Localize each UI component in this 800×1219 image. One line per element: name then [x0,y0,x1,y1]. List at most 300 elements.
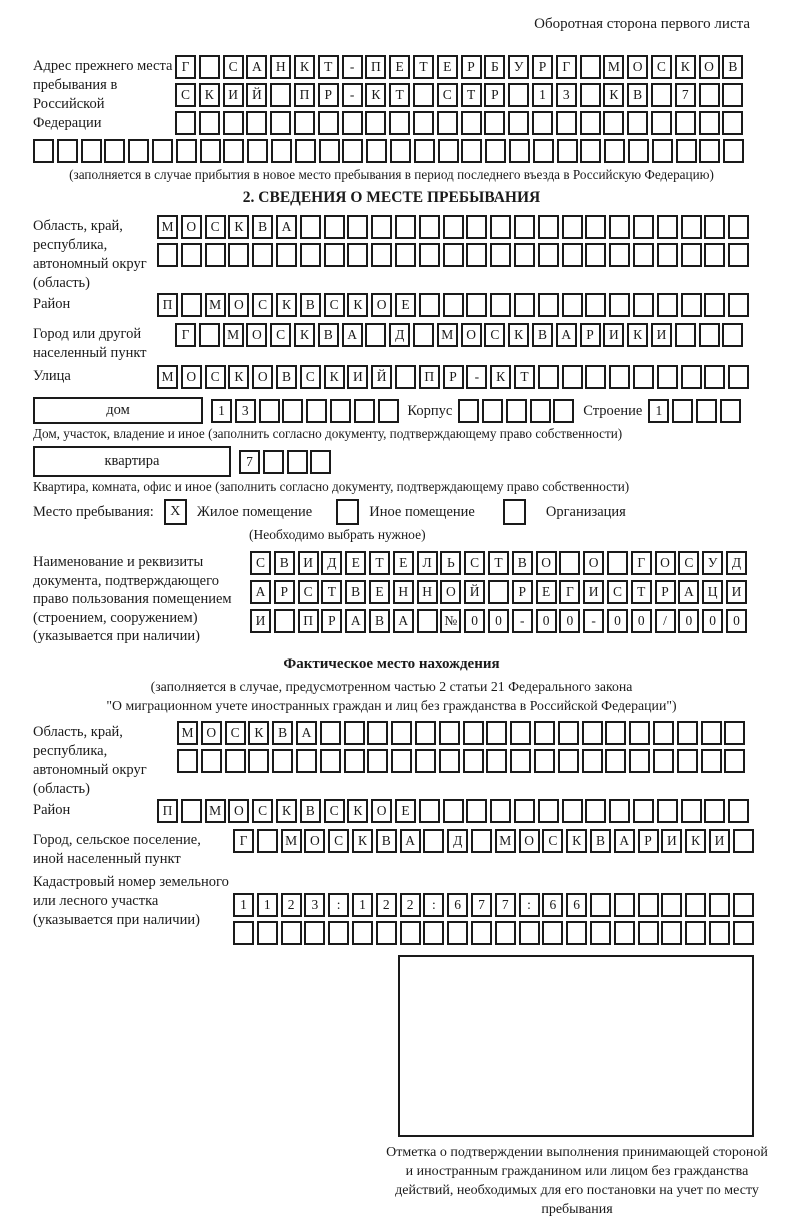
char-cell[interactable]: - [466,365,487,389]
char-cell[interactable] [247,139,268,163]
char-cell[interactable]: К [347,799,368,823]
char-cell[interactable]: В [532,323,553,347]
char-cell[interactable]: С [205,215,226,239]
char-cell[interactable] [415,749,436,773]
char-cell[interactable] [724,721,745,745]
char-cell[interactable]: Д [447,829,468,853]
char-cell[interactable]: С [678,551,699,575]
char-cell[interactable]: К [352,829,373,853]
char-cell[interactable] [508,83,529,107]
char-cell[interactable] [566,921,587,945]
char-cell[interactable] [534,749,555,773]
char-cell[interactable] [400,921,421,945]
char-cell[interactable] [657,243,678,267]
char-cell[interactable]: Р [321,609,342,633]
char-cell[interactable]: В [252,215,273,239]
char-cell[interactable]: Г [559,580,580,604]
char-cell[interactable]: О [228,293,249,317]
char-cell[interactable] [413,111,434,135]
char-cell[interactable]: № [440,609,461,633]
char-cell[interactable] [490,243,511,267]
char-cell[interactable] [443,243,464,267]
char-cell[interactable]: В [272,721,293,745]
char-cell[interactable] [366,139,387,163]
char-cell[interactable]: К [685,829,706,853]
char-cell[interactable]: 7 [239,450,260,474]
char-cell[interactable] [733,921,754,945]
char-cell[interactable]: Р [638,829,659,853]
char-cell[interactable] [486,721,507,745]
char-cell[interactable] [310,450,331,474]
char-cell[interactable]: К [603,83,624,107]
char-cell[interactable] [81,139,102,163]
char-cell[interactable]: О [371,799,392,823]
char-cell[interactable]: С [298,580,319,604]
char-cell[interactable]: К [490,365,511,389]
char-cell[interactable] [701,721,722,745]
char-cell[interactable] [685,893,706,917]
char-cell[interactable] [259,399,280,423]
char-cell[interactable]: К [248,721,269,745]
char-cell[interactable]: С [252,799,273,823]
char-cell[interactable]: С [464,551,485,575]
char-cell[interactable]: С [205,365,226,389]
char-cell[interactable]: В [369,609,390,633]
char-cell[interactable]: О [246,323,267,347]
char-cell[interactable] [391,749,412,773]
char-cell[interactable] [676,139,697,163]
char-cell[interactable] [657,365,678,389]
char-cell[interactable] [629,749,650,773]
char-cell[interactable] [443,215,464,239]
char-cell[interactable] [681,799,702,823]
char-cell[interactable] [585,243,606,267]
char-cell[interactable] [699,139,720,163]
char-cell[interactable]: О [461,323,482,347]
char-cell[interactable] [633,215,654,239]
char-cell[interactable]: О [440,580,461,604]
char-cell[interactable]: 2 [400,893,421,917]
char-cell[interactable] [629,721,650,745]
char-cell[interactable]: Д [321,551,342,575]
char-cell[interactable] [605,721,626,745]
char-cell[interactable] [413,323,434,347]
char-cell[interactable] [419,215,440,239]
char-cell[interactable] [590,893,611,917]
char-cell[interactable] [562,243,583,267]
char-cell[interactable] [580,83,601,107]
char-cell[interactable]: - [583,609,604,633]
char-cell[interactable] [463,749,484,773]
char-cell[interactable]: А [678,580,699,604]
char-cell[interactable] [282,399,303,423]
char-cell[interactable] [506,399,527,423]
char-cell[interactable]: Е [389,55,410,79]
char-cell[interactable] [490,799,511,823]
char-cell[interactable]: К [276,293,297,317]
char-cell[interactable] [538,365,559,389]
char-cell[interactable]: С [225,721,246,745]
char-cell[interactable]: 0 [488,609,509,633]
char-cell[interactable] [281,921,302,945]
char-cell[interactable] [609,799,630,823]
char-cell[interactable] [466,215,487,239]
char-cell[interactable] [614,921,635,945]
char-cell[interactable] [559,551,580,575]
char-cell[interactable]: Р [318,83,339,107]
char-cell[interactable] [607,551,628,575]
char-cell[interactable] [471,829,492,853]
char-cell[interactable]: Р [274,580,295,604]
char-cell[interactable] [580,111,601,135]
char-cell[interactable] [447,921,468,945]
char-cell[interactable]: М [495,829,516,853]
char-cell[interactable] [724,749,745,773]
char-cell[interactable]: : [423,893,444,917]
char-cell[interactable] [562,293,583,317]
checkbox-organization[interactable] [503,499,526,525]
char-cell[interactable] [653,749,674,773]
char-cell[interactable]: О [583,551,604,575]
char-cell[interactable]: Р [461,55,482,79]
char-cell[interactable] [633,243,654,267]
char-cell[interactable] [677,749,698,773]
char-cell[interactable] [508,111,529,135]
char-cell[interactable]: М [281,829,302,853]
char-cell[interactable] [176,139,197,163]
char-cell[interactable]: Е [369,580,390,604]
char-cell[interactable] [677,721,698,745]
char-cell[interactable]: К [228,365,249,389]
char-cell[interactable]: 1 [211,399,232,423]
char-cell[interactable] [33,139,54,163]
char-cell[interactable] [484,111,505,135]
char-cell[interactable]: И [661,829,682,853]
char-cell[interactable] [300,215,321,239]
char-cell[interactable]: О [699,55,720,79]
char-cell[interactable]: В [300,799,321,823]
char-cell[interactable] [585,215,606,239]
char-cell[interactable]: С [252,293,273,317]
char-cell[interactable] [681,215,702,239]
char-cell[interactable]: 6 [566,893,587,917]
char-cell[interactable]: 3 [235,399,256,423]
char-cell[interactable] [532,111,553,135]
char-cell[interactable] [558,721,579,745]
char-cell[interactable]: Л [417,551,438,575]
char-cell[interactable] [342,139,363,163]
char-cell[interactable] [728,293,749,317]
char-cell[interactable] [728,799,749,823]
char-cell[interactable]: С [324,293,345,317]
char-cell[interactable] [263,450,284,474]
char-cell[interactable] [296,749,317,773]
char-cell[interactable] [709,921,730,945]
char-cell[interactable] [199,55,220,79]
char-cell[interactable]: С [484,323,505,347]
char-cell[interactable] [181,243,202,267]
char-cell[interactable] [272,749,293,773]
char-cell[interactable]: А [556,323,577,347]
char-cell[interactable] [199,111,220,135]
char-cell[interactable]: 0 [631,609,652,633]
checkbox-other-premises[interactable] [336,499,359,525]
char-cell[interactable]: А [400,829,421,853]
char-cell[interactable]: В [627,83,648,107]
char-cell[interactable]: Р [512,580,533,604]
char-cell[interactable]: К [627,323,648,347]
char-cell[interactable] [699,111,720,135]
char-cell[interactable] [704,365,725,389]
char-cell[interactable] [585,365,606,389]
char-cell[interactable]: И [651,323,672,347]
char-cell[interactable] [391,721,412,745]
char-cell[interactable]: Т [389,83,410,107]
char-cell[interactable]: К [276,799,297,823]
char-cell[interactable] [582,721,603,745]
char-cell[interactable] [609,365,630,389]
char-cell[interactable] [657,293,678,317]
char-cell[interactable]: П [157,293,178,317]
char-cell[interactable] [199,323,220,347]
char-cell[interactable] [248,749,269,773]
char-cell[interactable]: Е [393,551,414,575]
char-cell[interactable] [556,111,577,135]
char-cell[interactable]: 2 [281,893,302,917]
char-cell[interactable]: П [298,609,319,633]
char-cell[interactable]: К [566,829,587,853]
char-cell[interactable] [252,243,273,267]
char-cell[interactable] [675,323,696,347]
char-cell[interactable]: 1 [257,893,278,917]
char-cell[interactable]: Т [318,55,339,79]
char-cell[interactable] [157,243,178,267]
char-cell[interactable]: Д [389,323,410,347]
char-cell[interactable] [223,111,244,135]
char-cell[interactable] [728,243,749,267]
char-cell[interactable] [696,399,717,423]
char-cell[interactable] [324,243,345,267]
char-cell[interactable]: О [536,551,557,575]
char-cell[interactable] [233,921,254,945]
char-cell[interactable] [562,215,583,239]
char-cell[interactable] [609,293,630,317]
char-cell[interactable]: А [276,215,297,239]
char-cell[interactable] [423,829,444,853]
char-cell[interactable] [609,243,630,267]
char-cell[interactable]: В [274,551,295,575]
char-cell[interactable]: 0 [559,609,580,633]
char-cell[interactable]: К [294,55,315,79]
char-cell[interactable] [328,921,349,945]
char-cell[interactable] [390,139,411,163]
char-cell[interactable]: Г [631,551,652,575]
char-cell[interactable] [485,139,506,163]
char-cell[interactable]: А [296,721,317,745]
char-cell[interactable]: 0 [607,609,628,633]
char-cell[interactable] [728,365,749,389]
char-cell[interactable]: С [300,365,321,389]
char-cell[interactable]: Н [270,55,291,79]
char-cell[interactable] [287,450,308,474]
char-cell[interactable] [228,243,249,267]
char-cell[interactable]: 7 [675,83,696,107]
char-cell[interactable]: С [437,83,458,107]
char-cell[interactable]: А [393,609,414,633]
char-cell[interactable] [661,893,682,917]
char-cell[interactable] [205,243,226,267]
char-cell[interactable] [330,399,351,423]
char-cell[interactable]: 6 [542,893,563,917]
char-cell[interactable]: В [376,829,397,853]
char-cell[interactable] [246,111,267,135]
char-cell[interactable]: Е [437,55,458,79]
char-cell[interactable] [466,799,487,823]
char-cell[interactable]: В [590,829,611,853]
char-cell[interactable] [201,749,222,773]
char-cell[interactable]: Е [395,293,416,317]
char-cell[interactable]: - [342,55,363,79]
char-cell[interactable]: С [270,323,291,347]
char-cell[interactable]: Т [514,365,535,389]
char-cell[interactable] [553,399,574,423]
char-cell[interactable] [585,293,606,317]
char-cell[interactable] [722,111,743,135]
char-cell[interactable]: 0 [702,609,723,633]
char-cell[interactable] [514,243,535,267]
char-cell[interactable]: С [542,829,563,853]
char-cell[interactable] [395,215,416,239]
char-cell[interactable] [175,111,196,135]
char-cell[interactable] [652,139,673,163]
char-cell[interactable]: 1 [352,893,373,917]
char-cell[interactable] [609,215,630,239]
char-cell[interactable] [530,399,551,423]
checkbox-residential[interactable]: X [164,499,187,525]
char-cell[interactable] [270,83,291,107]
char-cell[interactable] [344,749,365,773]
char-cell[interactable]: 0 [726,609,747,633]
char-cell[interactable] [709,893,730,917]
char-cell[interactable] [419,799,440,823]
char-cell[interactable] [672,399,693,423]
char-cell[interactable] [320,721,341,745]
char-cell[interactable]: 3 [304,893,325,917]
char-cell[interactable]: Н [417,580,438,604]
char-cell[interactable] [320,749,341,773]
char-cell[interactable] [704,243,725,267]
char-cell[interactable] [378,399,399,423]
char-cell[interactable] [585,799,606,823]
char-cell[interactable] [509,139,530,163]
char-cell[interactable]: И [250,609,271,633]
char-cell[interactable] [152,139,173,163]
char-cell[interactable] [605,749,626,773]
char-cell[interactable]: К [199,83,220,107]
char-cell[interactable]: В [722,55,743,79]
char-cell[interactable]: Д [726,551,747,575]
char-cell[interactable]: В [300,293,321,317]
char-cell[interactable] [177,749,198,773]
char-cell[interactable]: 0 [678,609,699,633]
char-cell[interactable]: П [294,83,315,107]
char-cell[interactable]: 6 [447,893,468,917]
char-cell[interactable]: Т [631,580,652,604]
char-cell[interactable]: И [298,551,319,575]
char-cell[interactable] [699,323,720,347]
char-cell[interactable]: Г [175,323,196,347]
char-cell[interactable]: 2 [376,893,397,917]
char-cell[interactable] [347,215,368,239]
char-cell[interactable]: Н [393,580,414,604]
char-cell[interactable]: С [328,829,349,853]
char-cell[interactable]: В [512,551,533,575]
char-cell[interactable] [627,111,648,135]
char-cell[interactable] [371,243,392,267]
char-cell[interactable] [514,293,535,317]
char-cell[interactable]: М [157,365,178,389]
char-cell[interactable] [300,243,321,267]
char-cell[interactable]: О [519,829,540,853]
char-cell[interactable]: А [250,580,271,604]
char-cell[interactable]: : [519,893,540,917]
char-cell[interactable] [723,139,744,163]
char-cell[interactable]: 1 [648,399,669,423]
char-cell[interactable]: О [201,721,222,745]
char-cell[interactable]: Е [395,799,416,823]
char-cell[interactable]: Т [321,580,342,604]
char-cell[interactable] [344,721,365,745]
char-cell[interactable] [628,139,649,163]
char-cell[interactable]: Т [461,83,482,107]
char-cell[interactable] [225,749,246,773]
char-cell[interactable]: 1 [532,83,553,107]
char-cell[interactable]: У [702,551,723,575]
char-cell[interactable] [443,293,464,317]
char-cell[interactable] [490,293,511,317]
char-cell[interactable]: Ь [440,551,461,575]
char-cell[interactable]: 3 [556,83,577,107]
char-cell[interactable] [437,111,458,135]
char-cell[interactable] [685,921,706,945]
char-cell[interactable] [257,921,278,945]
char-cell[interactable]: Ц [702,580,723,604]
char-cell[interactable]: Й [464,580,485,604]
char-cell[interactable]: Р [580,323,601,347]
char-cell[interactable] [319,139,340,163]
char-cell[interactable] [704,799,725,823]
char-cell[interactable] [720,399,741,423]
char-cell[interactable]: К [365,83,386,107]
char-cell[interactable] [638,893,659,917]
char-cell[interactable] [510,721,531,745]
char-cell[interactable]: И [726,580,747,604]
char-cell[interactable] [471,921,492,945]
char-cell[interactable] [580,55,601,79]
char-cell[interactable] [657,215,678,239]
char-cell[interactable] [633,365,654,389]
char-cell[interactable] [200,139,221,163]
char-cell[interactable] [733,893,754,917]
char-cell[interactable]: Е [536,580,557,604]
char-cell[interactable] [733,829,754,853]
char-cell[interactable]: - [342,83,363,107]
char-cell[interactable]: С [175,83,196,107]
char-cell[interactable] [294,111,315,135]
char-cell[interactable]: М [437,323,458,347]
char-cell[interactable] [352,921,373,945]
char-cell[interactable]: И [347,365,368,389]
